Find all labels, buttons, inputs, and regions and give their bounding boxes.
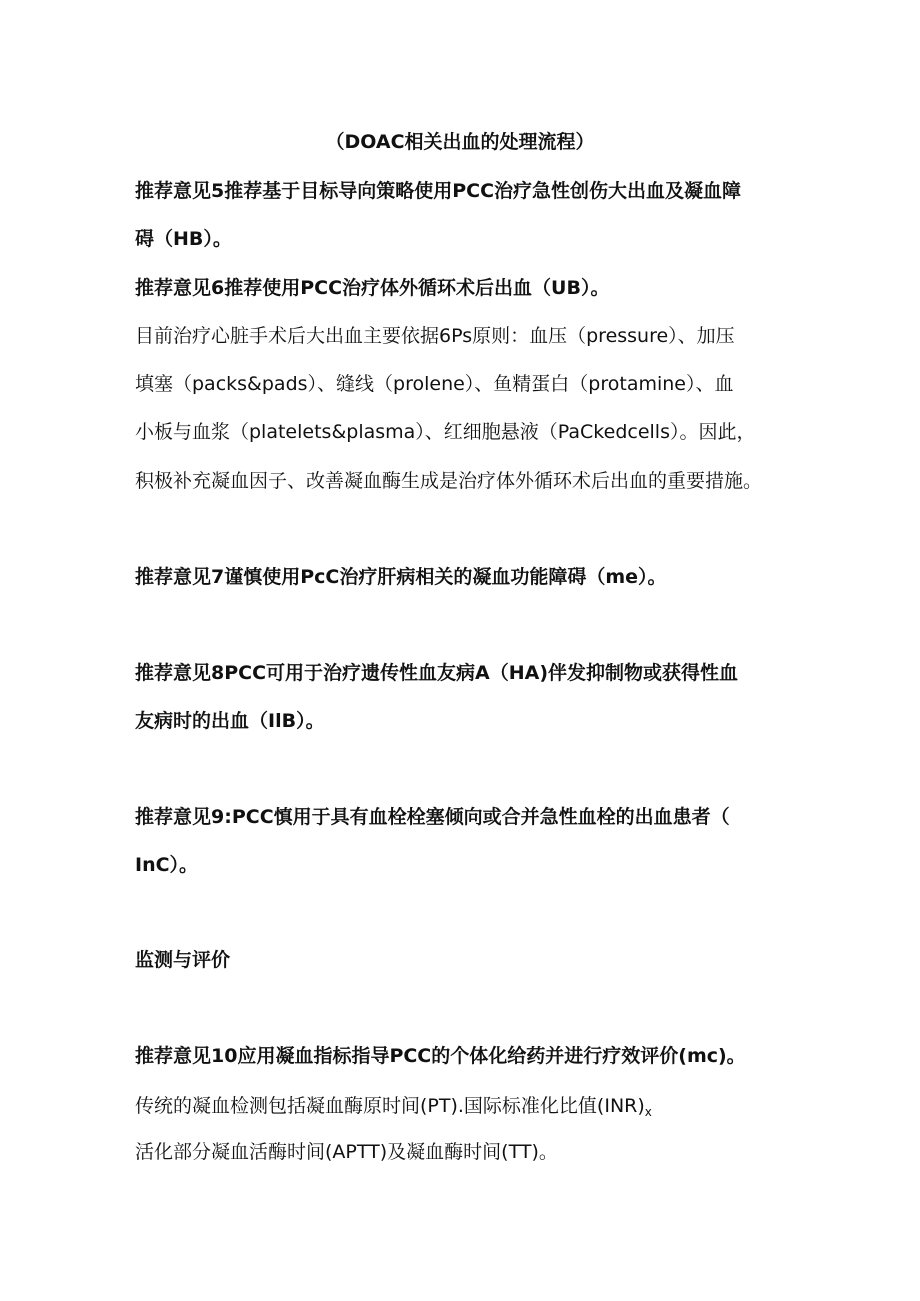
recommendation-10: 推荐意见10应用凝血指标指导PCC的个体化给药并进行疗效评价(mc)。 [135, 1045, 746, 1067]
paragraph-coagulation-line-2: 活化部分凝血活酶时间(APTT)及凝血酶时间(TT)。 [135, 1141, 558, 1163]
recommendation-6: 推荐意见6推荐使用PCC治疗体外循环术后出血（UB）。 [135, 277, 610, 299]
recommendation-8-line-2: 友病时的出血（IlB）。 [135, 710, 325, 732]
section-heading-monitoring: 监测与评价 [135, 949, 231, 971]
paragraph-6ps-line-1: 目前治疗心脏手术后大出血主要依据6Ps原则：血压（pressure）、加压 [135, 325, 735, 347]
subscript-x: x [644, 1105, 652, 1119]
document-title: （DOAC相关出血的处理流程） [325, 131, 595, 153]
recommendation-5-line-2: 碍（HB）。 [135, 228, 232, 250]
paragraph-coagulation-text: 传统的凝血检测包括凝血酶原时间(PT).国际标准化比值(INR) [135, 1095, 645, 1117]
paragraph-6ps-line-4: 积极补充凝血因子、改善凝血酶生成是治疗体外循环术后出血的重要措施。 [135, 470, 763, 492]
recommendation-5-line-1: 推荐意见5推荐基于目标导向策略使用PCC治疗急性创伤大出血及凝血障 [135, 180, 742, 202]
recommendation-9-line-2: InC）。 [135, 854, 199, 876]
paragraph-coagulation-line-1 [135, 1093, 652, 1125]
recommendation-7: 推荐意见7谨慎使用PcC治疗肝病相关的凝血功能障碍（me）。 [135, 566, 667, 588]
paragraph-6ps-line-3: 小板与血浆（platelets&plasma）、红细胞悬液（PaCkedcells）。因此， [135, 421, 756, 443]
paragraph-6ps-line-2: 填塞（packs&pads）、缝线（prolene）、鱼精蛋白（protamine）、血 [135, 373, 734, 395]
recommendation-9-line-1: 推荐意见9:PCC慎用于具有血栓栓塞倾向或合并急性血栓的出血患者（ [135, 806, 730, 828]
recommendation-8-line-1: 推荐意见8PCC可用于治疗遗传性血友病A（HA)伴发抑制物或获得性血 [135, 662, 739, 684]
